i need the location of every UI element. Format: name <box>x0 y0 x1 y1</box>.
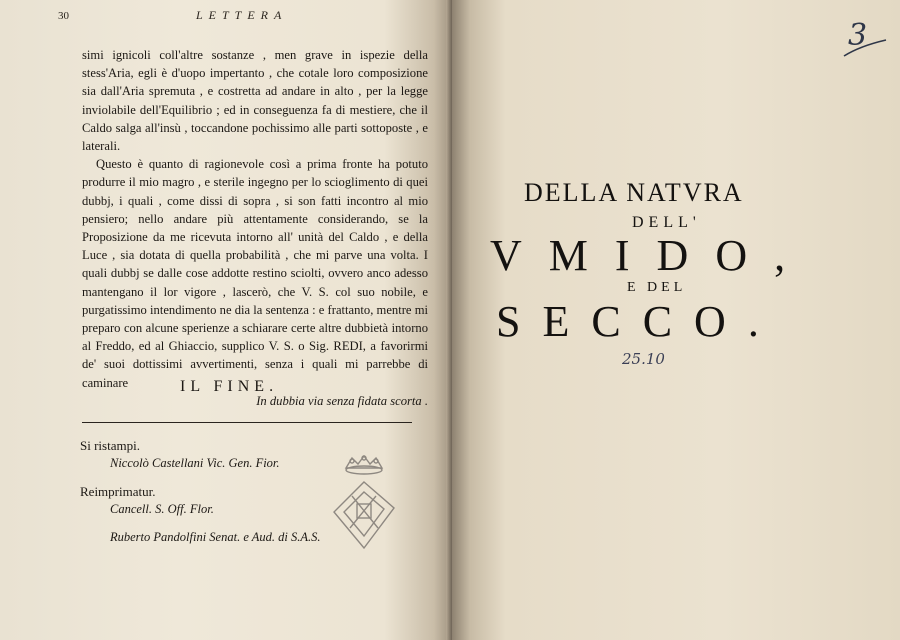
title-line-1: DELLA NATVRA <box>524 178 744 207</box>
paragraph-1: simi ignicoli coll'altre sostanze , men grave in ispezie della stess'Aria, egli è d'uopo impertanto , che cotale loro composizione sia dall'Aria spremuta , e costretta ad andare in alto , per la legge inviolabile dell'Equilibrio ; ed in conseguenza fa di mestiere, che il Caldo salga all'insù , toccandone pochissimo alle parti sottoposte , e laterali. <box>82 48 428 154</box>
imprimatur-line-1: Si ristampi. <box>80 438 140 453</box>
handwritten-stroke-icon <box>840 30 890 60</box>
running-head: LETTERA <box>196 8 288 22</box>
title-block <box>452 0 900 640</box>
paragraph-2: Questo è quanto di ragionevole così a prima fronte ha potuto produrre il mio magro , e sterile ingegno per lo scioglimento di quei dubbj, i quali , come dissi di sopra , si son fatti incontro al mio pensiero; nello andare più attentamente considerando, se la Proposizione da me ricevuta intorno all' unità del Caldo , e della Luce , sia dotata di quella probabilità , che mi parve una volta. I quali dubbj se dalle cose addotte restino sciolti, ovvero anco adesso mantengano il lor vigore , lascerò, che V. S. col suo nobile, e purgatissimo intendimento ne dia la sentenza : e frattanto, mentre mi preparo con alcune sperienze a schiarare certe altre dubbietà intorno al Freddo, ed al Ghiaccio, supplico V. S. o Sig. REDI, a favorirmi de' suoi dottissimi avvertimenti, senza i quali mi parrebbe di caminare <box>82 157 428 390</box>
body-text <box>82 46 428 410</box>
imprimatur-line-5: Ruberto Pandolfini Senat. e Aud. di S.A.S. <box>110 530 321 544</box>
finis-heading: IL FINE. <box>180 378 279 395</box>
imprimatur-line-4: Cancell. S. Off. Flor. <box>110 502 214 516</box>
page-number: 30 <box>58 10 69 22</box>
divider-rule <box>82 422 412 423</box>
title-line-2: DELL' <box>632 214 701 231</box>
closing-quote: In dubbia via senza fidata scorta . <box>256 393 428 408</box>
imprimatur-line-3: Reimprimatur. <box>80 484 156 499</box>
title-line-4: E DEL <box>627 280 687 295</box>
title-line-3: VMIDO, <box>490 231 813 280</box>
right-page <box>452 0 900 640</box>
title-line-5: SECCO. <box>496 297 781 346</box>
handwritten-note: 25.10 <box>622 350 665 368</box>
imprimatur-line-2: Niccolò Castellani Vic. Gen. Fior. <box>110 456 280 470</box>
library-stamp-icon <box>324 452 404 556</box>
handwritten-corner-number: 3 <box>848 18 868 53</box>
